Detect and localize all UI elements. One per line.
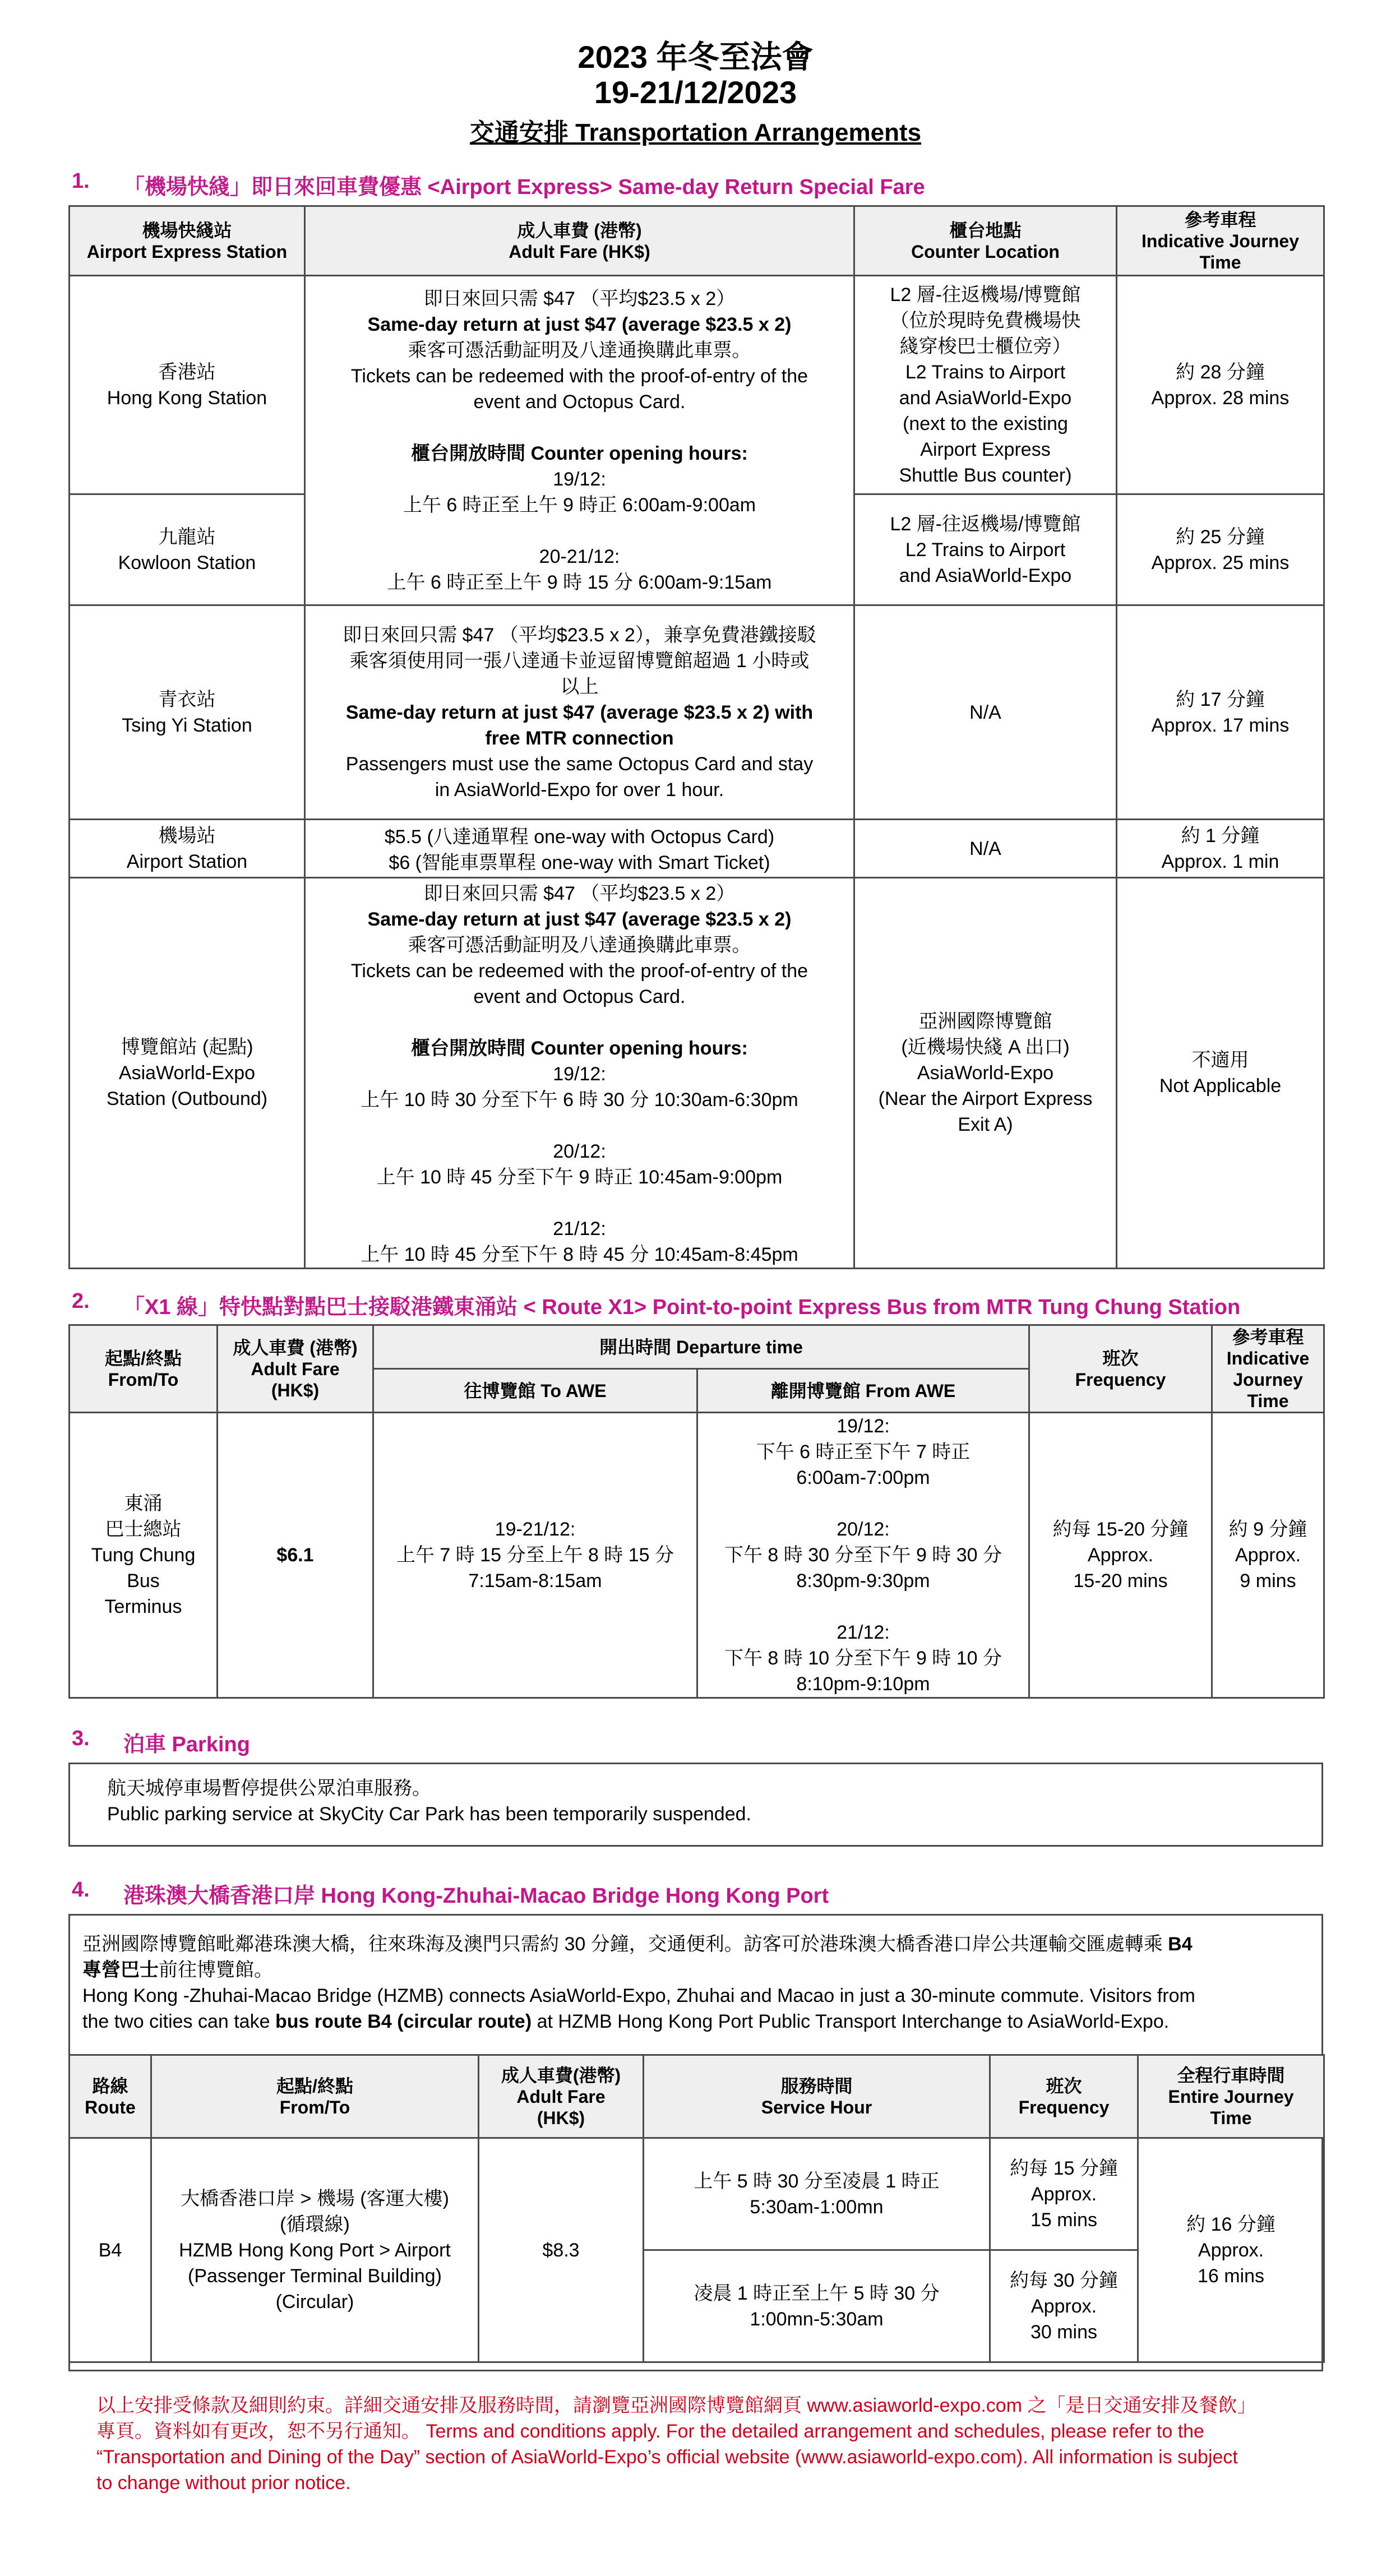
table-header-row (70, 1325, 1324, 1369)
table-row (70, 2138, 1324, 2250)
section-title: 「機場快綫」即日來回車費優惠 <Airport Express> Same-day Return Special Fare (123, 175, 925, 199)
journey-asiaworld-expo: 不適用 Not Applicable (1117, 878, 1324, 1269)
table-header-row (70, 2055, 1324, 2138)
parking-notice-zh: 航天城停車場暫停提供公眾泊車服務。 (107, 1778, 431, 1799)
counter-hong-kong: L2 層-往返機場/博覽館 （位於現時免費機場快 綫穿梭巴士櫃位旁） L2 Trains to Airport and AsiaWorld-Expo (next to the existing Airport Express Shuttle Bus counter) (854, 276, 1117, 494)
x1-fare: $6.1 (218, 1413, 373, 1698)
b4-frequency-night: 約每 30 分鐘 Approx. 30 mins (990, 2250, 1138, 2362)
counter-tsing-yi: N/A (854, 605, 1117, 820)
hzmb-intro-en-1: Hong Kong -Zhuhai-Macao Bridge (HZMB) connects AsiaWorld-Expo, Zhuhai and Macao in just a 30-minute commute. Visitors from (82, 1985, 1195, 2006)
station-kowloon: 九龍站 Kowloon Station (70, 494, 305, 605)
counter-kowloon: L2 層-往返機場/博覽館 L2 Trains to Airport and AsiaWorld-Expo (854, 494, 1117, 605)
table-row (70, 1413, 1324, 1698)
col-header-frequency: 班次 Frequency (990, 2055, 1138, 2138)
col-header-fare: 成人車費 (港幣) Adult Fare (HK$) (305, 206, 854, 276)
col-header-service-hour: 服務時間 Service Hour (644, 2055, 990, 2138)
col-header-journey: 全程行車時間 Entire Journey Time (1138, 2055, 1324, 2138)
col-header-route: 路線 Route (70, 2055, 151, 2138)
x1-from-awe: 19/12: 下午 6 時正至下午 7 時正 6:00am-7:00pm 20/12: 下午 8 時 30 分至下午 9 時 30 分 8:30pm-9:30pm 21/12: 下午 8 時 10 分至下午 9 時 10 分 8:10pm-9:10pm (697, 1413, 1029, 1698)
fare-asiaworld-expo: 即日來回只需 $47 （平均$23.5 x 2） Same-day return at just $47 (average $23.5 x 2) 乘客可憑活動証明及八達通換購此車票。 Tickets can be redeemed with the proof-of-entry of the event and Octopus Card. 櫃台開放時間 Counter opening hours: 19/12: 上午 10 時 30 分至下午 6 時 30 分 10:30am-6:30pm 20/12: 上午 10 時 45 分至下午 9 時正 10:45am-9:00pm 21/12: 上午 10 時 45 分至下午 8 時 45 分 10:45am-8:45pm (305, 878, 854, 1269)
col-header-counter: 櫃台地點 Counter Location (854, 206, 1117, 276)
b4-service-hour-night: 凌晨 1 時正至上午 5 時 30 分 1:00mn-5:30am (644, 2250, 990, 2362)
counter-asiaworld-expo: 亞洲國際博覽館 (近機場快綫 A 出口) AsiaWorld-Expo (Near the Airport Express Exit A) (854, 878, 1117, 1269)
journey-tsing-yi: 約 17 分鐘 Approx. 17 mins (1117, 605, 1324, 820)
col-header-from-awe: 離開博覽館 From AWE (697, 1369, 1029, 1413)
parking-notice-en: Public parking service at SkyCity Car Park has been temporarily suspended. (107, 1803, 751, 1825)
journey-kowloon: 約 25 分鐘 Approx. 25 mins (1117, 494, 1324, 605)
section-number: 1. (72, 169, 90, 193)
col-header-from-to: 起點/終點 From/To (151, 2055, 479, 2138)
col-header-journey: 參考車程 Indicative Journey Time (1212, 1325, 1324, 1413)
fare-airport: $5.5 (八達通單程 one-way with Octopus Card) $6 (智能車票單程 one-way with Smart Ticket) (305, 820, 854, 878)
section-number: 4. (72, 1878, 90, 1902)
journey-hong-kong: 約 28 分鐘 Approx. 28 mins (1117, 276, 1324, 494)
fare-tsing-yi: 即日來回只需 $47 （平均$23.5 x 2），兼享免費港鐵接駁 乘客須使用同一張八達通卡並逗留博覽館超過 1 小時或 以上 Same-day return at just $47 (average $23.5 x 2) with free MTR connection Passengers must use the same Octopus Card and stay in AsiaWorld-Expo for over 1 hour. (305, 605, 854, 820)
station-asiaworld-expo: 博覽館站 (起點) AsiaWorld-Expo Station (Outbound) (70, 878, 305, 1269)
table-row (70, 605, 1324, 820)
b4-journey-time: 約 16 分鐘 Approx. 16 mins (1138, 2138, 1324, 2362)
x1-to-awe: 19-21/12: 上午 7 時 15 分至上午 8 時 15 分 7:15am-8:15am (373, 1413, 697, 1698)
hzmb-intro-zh-2: 專營巴士前往博覽館。 (82, 1959, 273, 1981)
fare-hk-kowloon: 即日來回只需 $47 （平均$23.5 x 2） Same-day return at just $47 (average $23.5 x 2) 乘客可憑活動証明及八達通換購此車票。 Tickets can be redeemed with the proof-of-entry of the event and Octopus Card. 櫃台開放時間 Counter opening hours: 19/12: 上午 6 時正至上午 9 時正 6:00am-9:00am 20-21/12: 上午 6 時正至上午 9 時 15 分 6:00am-9:15am (305, 276, 854, 605)
col-header-station: 機場快綫站 Airport Express Station (70, 206, 305, 276)
station-tsing-yi: 青衣站 Tsing Yi Station (70, 605, 305, 820)
b4-from-to: 大橋香港口岸 > 機場 (客運大樓) (循環線) HZMB Hong Kong Port > Airport (Passenger Terminal Building) (Circular) (151, 2138, 479, 2362)
section-title: 泊車 Parking (123, 1733, 250, 1756)
b4-route: B4 (70, 2138, 151, 2362)
b4-fare: $8.3 (479, 2138, 644, 2362)
table-row (70, 820, 1324, 878)
station-airport: 機場站 Airport Station (70, 820, 305, 878)
section-number: 3. (72, 1727, 90, 1750)
hzmb-intro-zh-1: 亞洲國際博覽館毗鄰港珠澳大橋，往來珠海及澳門只需約 30 分鐘，交通便利。訪客可於港珠澳大橋香港口岸公共運輸交匯處轉乘 B4 (82, 1934, 1193, 1955)
route-x1-table (68, 1324, 1325, 1699)
col-header-departure: 開出時間 Departure time (373, 1325, 1029, 1369)
table-header-row (70, 206, 1324, 276)
col-header-frequency: 班次 Frequency (1029, 1325, 1212, 1413)
hzmb-intro-en-2: the two cities can take bus route B4 (circular route) at HZMB Hong Kong Port Public Transport Interchange to AsiaWorld-Expo. (82, 2011, 1170, 2032)
col-header-journey: 參考車程 Indicative Journey Time (1117, 206, 1324, 276)
b4-frequency-day: 約每 15 分鐘 Approx. 15 mins (990, 2138, 1138, 2250)
col-header-from-to: 起點/終點 From/To (70, 1325, 218, 1413)
terms-note: 以上安排受條款及細則約束。詳細交通安排及服務時間，請瀏覽亞洲國際博覽館網頁 www.asiaworld-expo.com 之「是日交通安排及餐飲」 專頁。資料如有更改，恕不另行通知。 Terms and conditions apply. For the detailed arrangement and schedules, please refer to the “Transportation and Dining of the Day” section of AsiaWorld-Expo’s official website (www.asiaworld-expo.com). All information is subject to change without prior notice. (96, 2395, 1256, 2494)
x1-frequency: 約每 15-20 分鐘 Approx. 15-20 mins (1029, 1413, 1212, 1698)
airport-express-table (68, 205, 1325, 1269)
parking-notice (68, 1763, 1323, 1847)
table-row (70, 276, 1324, 494)
document-title: 2023 年冬至法會 (577, 39, 814, 75)
section-title: 港珠澳大橋香港口岸 Hong Kong-Zhuhai-Macao Bridge Hong Kong Port (123, 1884, 829, 1908)
station-hong-kong: 香港站 Hong Kong Station (70, 276, 305, 494)
col-header-fare: 成人車費(港幣) Adult Fare (HK$) (479, 2055, 644, 2138)
document-subtitle: 交通安排 Transportation Arrangements (469, 119, 922, 146)
section-title: 「X1 線」特快點對點巴士接駁港鐵東涌站 < Route X1> Point-to-point Express Bus from MTR Tung Chung Station (123, 1296, 1241, 1319)
col-header-to-awe: 往博覽館 To AWE (373, 1369, 697, 1413)
journey-airport: 約 1 分鐘 Approx. 1 min (1117, 820, 1324, 878)
event-dates: 19-21/12/2023 (594, 75, 797, 110)
route-b4-table (68, 2054, 1325, 2363)
x1-journey: 約 9 分鐘 Approx. 9 mins (1212, 1413, 1324, 1698)
counter-airport: N/A (854, 820, 1117, 878)
table-row (70, 878, 1324, 1269)
b4-service-hour-day: 上午 5 時 30 分至凌晨 1 時正 5:30am-1:00mn (644, 2138, 990, 2250)
section-number: 2. (72, 1289, 90, 1313)
x1-from-to: 東涌 巴士總站 Tung Chung Bus Terminus (70, 1413, 218, 1698)
col-header-fare: 成人車費 (港幣) Adult Fare (HK$) (218, 1325, 373, 1413)
